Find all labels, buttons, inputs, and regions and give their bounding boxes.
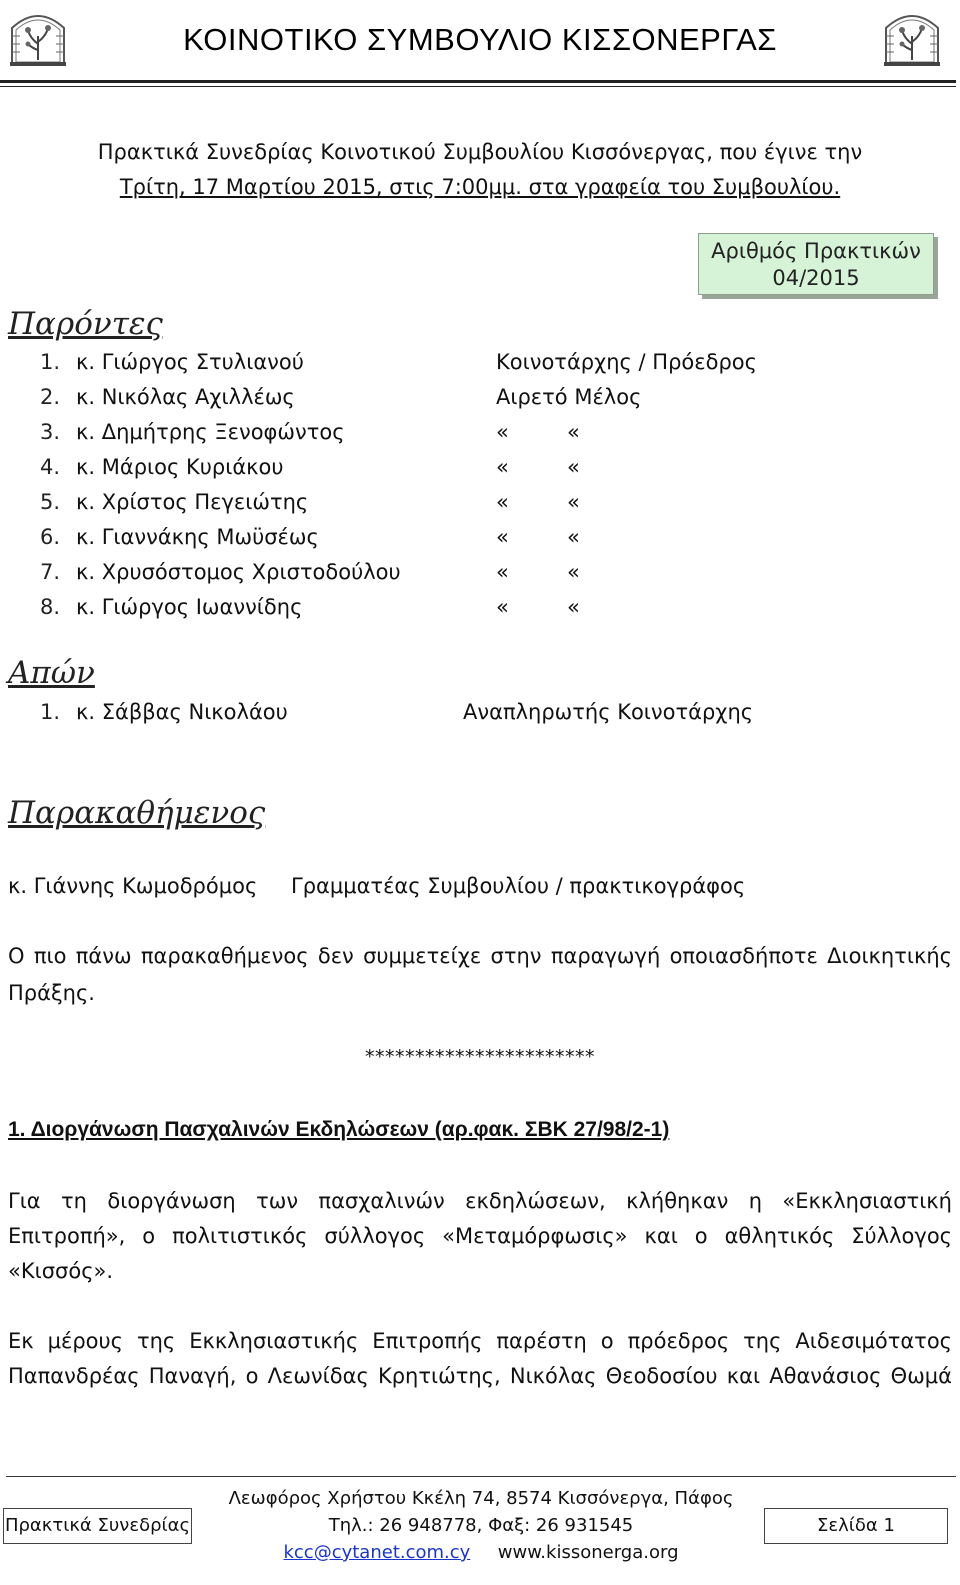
- present-member-role: Κοινοτάρχης / Πρόεδρος: [496, 350, 757, 374]
- footer-divider: [6, 1476, 956, 1477]
- intro-line-2-text: Τρίτη, 17 Μαρτίου 2015, στις 7:00μμ. στα γραφεία του Συμβουλίου.: [119, 175, 841, 199]
- agenda-para2-line1: Εκ μέρους της Εκκλησιαστικής Επιτροπής παρέστη ο πρόεδρος της Αιδεσιμότατος: [8, 1329, 952, 1353]
- agenda-para1-line2: Επιτροπή», ο πολιτιστικός σύλλογος «Μεταμόρφωσις» και ο αθλητικός Σύλλογος: [8, 1224, 952, 1248]
- attending-role: Γραμματέας Συμβουλίου / πρακτικογράφος: [291, 874, 746, 898]
- present-member-ditto-1: «: [496, 525, 509, 549]
- present-member-name: κ. Μάριος Κυριάκου: [76, 455, 284, 479]
- absent-role: Αναπληρωτής Κοινοτάρχης: [463, 700, 754, 724]
- present-member-role: Αιρετό Μέλος: [496, 385, 642, 409]
- present-member-ditto-1: «: [496, 455, 509, 479]
- agenda-para1-line3: «Κισσός».: [8, 1259, 114, 1283]
- present-member-ditto-2: «: [567, 455, 580, 479]
- present-member-ditto-2: «: [567, 490, 580, 514]
- present-member-num: 6.: [40, 525, 61, 549]
- present-member-name: κ. Νικόλας Αχιλλέως: [76, 385, 295, 409]
- present-member-num: 1.: [40, 350, 61, 374]
- present-member-ditto-1: «: [496, 560, 509, 584]
- minutes-number-box: [698, 233, 934, 295]
- footer-document-label: Πρακτικά Συνεδρίας: [3, 1508, 192, 1544]
- present-member-name: κ. Χρίστος Πεγειώτης: [76, 490, 309, 514]
- present-heading: Παρόντες: [8, 306, 163, 342]
- header-divider: [0, 80, 956, 87]
- intro-line-1: Πρακτικά Συνεδρίας Κοινοτικού Συμβουλίου Κισσόνεργας, που έγινε την: [97, 140, 863, 164]
- present-member-name: κ. Δημήτρης Ξενοφώντος: [76, 420, 345, 444]
- agenda-item-title: 1. Διοργάνωση Πασχαλινών Εκδηλώσεων (αρ.φακ. ΣΒΚ 27/98/2-1): [8, 1118, 670, 1141]
- present-member-name: κ. Γιώργος Στυλιανού: [76, 350, 304, 374]
- footer-phones: Τηλ.: 26 948778, Φαξ: 26 931545: [328, 1515, 634, 1536]
- present-member-ditto-1: «: [496, 490, 509, 514]
- intro-line-2: [0, 175, 960, 199]
- footer-page-number: Σελίδα 1: [764, 1508, 948, 1544]
- section-separator: ***********************: [365, 1046, 595, 1068]
- present-member-ditto-2: «: [567, 595, 580, 619]
- attending-heading: Παρακαθήμενος: [8, 795, 266, 831]
- footer-website[interactable]: www.kissonerga.org: [497, 1542, 679, 1563]
- minutes-label: Αριθμός Πρακτικών: [711, 239, 921, 263]
- footer-address: Λεωφόρος Χρήστου Κκέλη 74, 8574 Κισσόνεργα, Πάφος: [228, 1488, 734, 1509]
- present-member-num: 4.: [40, 455, 61, 479]
- page-title: ΚΟΙΝΟΤΙΚΟ ΣΥΜΒΟΥΛΙΟ ΚΙΣΣΟΝΕΡΓΑΣ: [183, 22, 777, 57]
- attending-note-line-1: Ο πιο πάνω παρακαθήμενος δεν συμμετείχε στην παραγωγή οποιασδήποτε Διοικητικής: [8, 944, 952, 968]
- present-member-num: 7.: [40, 560, 61, 584]
- present-member-num: 5.: [40, 490, 61, 514]
- absent-name: κ. Σάββας Νικολάου: [76, 700, 288, 724]
- absent-heading: Απών: [8, 655, 95, 691]
- present-member-ditto-1: «: [496, 420, 509, 444]
- present-member-ditto-2: «: [567, 525, 580, 549]
- present-member-ditto-2: «: [567, 420, 580, 444]
- present-member-name: κ. Χρυσόστομος Χριστοδούλου: [76, 560, 401, 584]
- agenda-para1-line1: Για τη διοργάνωση των πασχαλινών εκδηλώσεων, κλήθηκαν η «Εκκλησιαστική: [8, 1189, 952, 1213]
- footer-contacts: [196, 1542, 766, 1563]
- present-member-name: κ. Γιώργος Ιωαννίδης: [76, 595, 303, 619]
- minutes-number: 04/2015: [772, 266, 860, 290]
- present-member-num: 2.: [40, 385, 61, 409]
- agenda-para2-line2: Παπανδρέας Παναγή, ο Λεωνίδας Κρητιώτης, Νικόλας Θεοδοσίου και Αθανάσιος Θωμά: [8, 1364, 952, 1388]
- attending-note-line-2: Πράξης.: [8, 981, 95, 1005]
- present-member-num: 8.: [40, 595, 61, 619]
- absent-num: 1.: [40, 700, 61, 724]
- present-member-num: 3.: [40, 420, 61, 444]
- present-member-ditto-1: «: [496, 595, 509, 619]
- attending-name: κ. Γιάννης Κωμοδρόμος: [8, 874, 258, 898]
- footer-email-link[interactable]: kcc@cytanet.com.cy: [283, 1542, 471, 1563]
- present-member-ditto-2: «: [567, 560, 580, 584]
- present-member-name: κ. Γιαννάκης Μωϋσέως: [76, 525, 319, 549]
